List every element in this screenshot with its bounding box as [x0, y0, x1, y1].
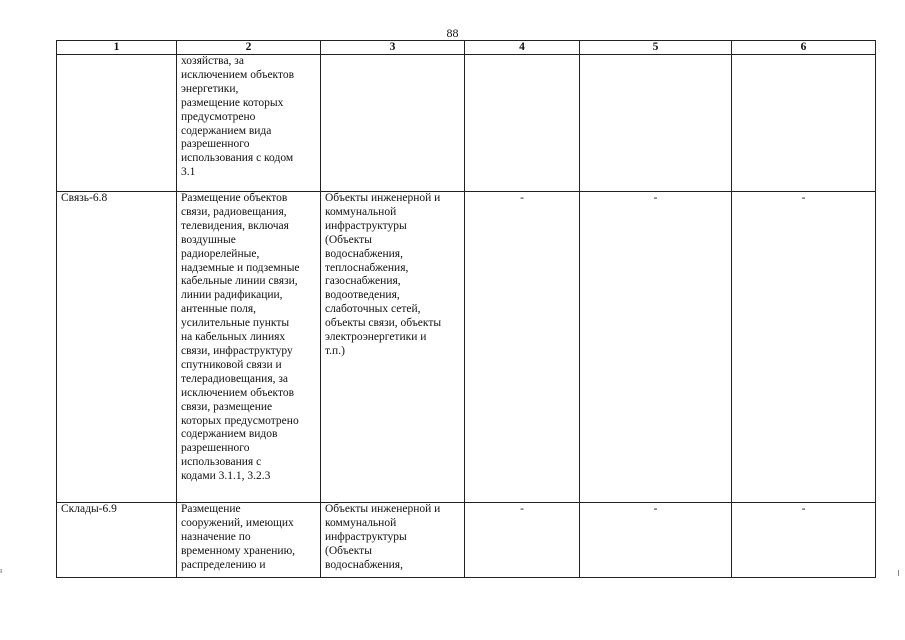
- header-cell-4: 4: [465, 41, 580, 55]
- cell-text-line: Объекты инженерной и: [325, 503, 441, 515]
- cell-text-line: т.п.): [325, 344, 345, 357]
- objects-cell: [321, 192, 465, 503]
- cell-text-line: теплоснабжения,: [325, 261, 409, 274]
- header-row: [57, 41, 876, 55]
- cell-text-line: антенные поля,: [181, 303, 257, 316]
- cell-text-line: телерадиовещания, за: [181, 372, 289, 385]
- cell-text-line: назначение по: [181, 530, 251, 543]
- cell-text-line: содержанием видов: [181, 428, 278, 441]
- cell-text-line: Размещение объектов: [181, 192, 288, 204]
- cell-text-line: коммунальной: [325, 516, 397, 529]
- cell-text-line: связи, радиовещания,: [181, 205, 287, 218]
- param-cell-5: -: [580, 192, 732, 503]
- cell-text-line: инфраструктуры: [325, 219, 407, 232]
- cell-text-line: связи, инфраструктуру: [181, 344, 293, 357]
- cell-text-line: телевидения, включая: [181, 219, 289, 232]
- use-type-cell: Склады-6.9: [57, 503, 177, 578]
- cell-text-line: связи, размещение: [181, 400, 273, 413]
- description-cell: [177, 55, 321, 192]
- cell-text-line: сооружений, имеющих: [181, 516, 294, 529]
- cell-text-line: линии радификации,: [181, 289, 283, 302]
- header-cell-3: 3: [321, 41, 465, 55]
- table-row: [57, 503, 876, 578]
- cell-text-line: водоотведения,: [325, 289, 400, 302]
- description-cell: [177, 503, 321, 578]
- cell-text-line: исключением объектов: [181, 68, 295, 81]
- cell-text-line: (Объекты: [325, 544, 372, 557]
- cell-text-line: водоснабжения,: [325, 247, 403, 260]
- cell-text-line: (Объекты: [325, 233, 372, 246]
- header-cell-6: 6: [732, 41, 876, 55]
- cell-text-line: коммунальной: [325, 205, 397, 218]
- zoning-table: [56, 40, 876, 578]
- param-cell-4: [465, 55, 580, 192]
- scan-artifact-mark: ᵻ: [0, 566, 3, 575]
- scan-artifact-line: [898, 570, 903, 576]
- objects-cell: [321, 503, 465, 578]
- objects-cell: [321, 55, 465, 192]
- cell-text-line: размещение которых: [181, 96, 284, 109]
- header-cell-1: 1: [57, 41, 177, 55]
- cell-text-line: предусмотрено: [181, 110, 256, 123]
- cell-text-line: использования с: [181, 456, 262, 469]
- cell-text-line: слаботочных сетей,: [325, 303, 421, 316]
- cell-text-line: надземные и подземные: [181, 261, 300, 274]
- cell-text-line: воздушные: [181, 233, 236, 246]
- param-cell-4: -: [465, 192, 580, 503]
- param-cell-6: -: [732, 503, 876, 578]
- cell-text-line: хозяйства, за: [181, 55, 244, 67]
- cell-text-line: содержанием вида: [181, 124, 272, 137]
- cell-text-line: радиорелейные,: [181, 247, 260, 260]
- table-row: [57, 55, 876, 192]
- param-cell-6: [732, 55, 876, 192]
- cell-text-line: на кабельных линиях: [181, 331, 286, 344]
- cell-text-line: временному хранению,: [181, 544, 296, 557]
- description-cell: [177, 192, 321, 503]
- cell-text-line: использования с кодом: [181, 152, 294, 165]
- param-cell-5: [580, 55, 732, 192]
- cell-text-line: водоснабжения,: [325, 558, 403, 571]
- header-cell-2: 2: [177, 41, 321, 55]
- cell-text-line: объекты связи, объекты: [325, 317, 442, 330]
- cell-text-line: инфраструктуры: [325, 530, 407, 543]
- use-type-cell: Связь-6.8: [57, 192, 177, 503]
- cell-text-line: электроэнергетики и: [325, 331, 427, 344]
- page-number: 88: [446, 26, 459, 40]
- param-cell-4: -: [465, 503, 580, 578]
- cell-text-line: спутниковой связи и: [181, 358, 282, 371]
- cell-text-line: Размещение: [181, 503, 241, 515]
- cell-text-line: усилительные пункты: [181, 317, 290, 330]
- cell-text-line: газоснабжения,: [325, 275, 401, 288]
- table-row: [57, 192, 876, 503]
- cell-text-line: кабельные линии связи,: [181, 275, 298, 288]
- cell-text-line: разрешенного: [181, 442, 250, 455]
- cell-text-line: энергетики,: [181, 82, 239, 95]
- cell-text-line: исключением объектов: [181, 386, 295, 399]
- param-cell-6: -: [732, 192, 876, 503]
- cell-text-line: которых предусмотрено: [181, 414, 299, 427]
- header-cell-5: 5: [580, 41, 732, 55]
- cell-text-line: Объекты инженерной и: [325, 192, 441, 204]
- param-cell-5: -: [580, 503, 732, 578]
- cell-text-line: кодами 3.1.1, 3.2.3: [181, 470, 271, 483]
- cell-text-line: распределению и: [181, 558, 266, 571]
- cell-text-line: разрешенного: [181, 138, 250, 151]
- use-type-cell: [57, 55, 177, 192]
- cell-text-line: 3.1: [181, 166, 196, 179]
